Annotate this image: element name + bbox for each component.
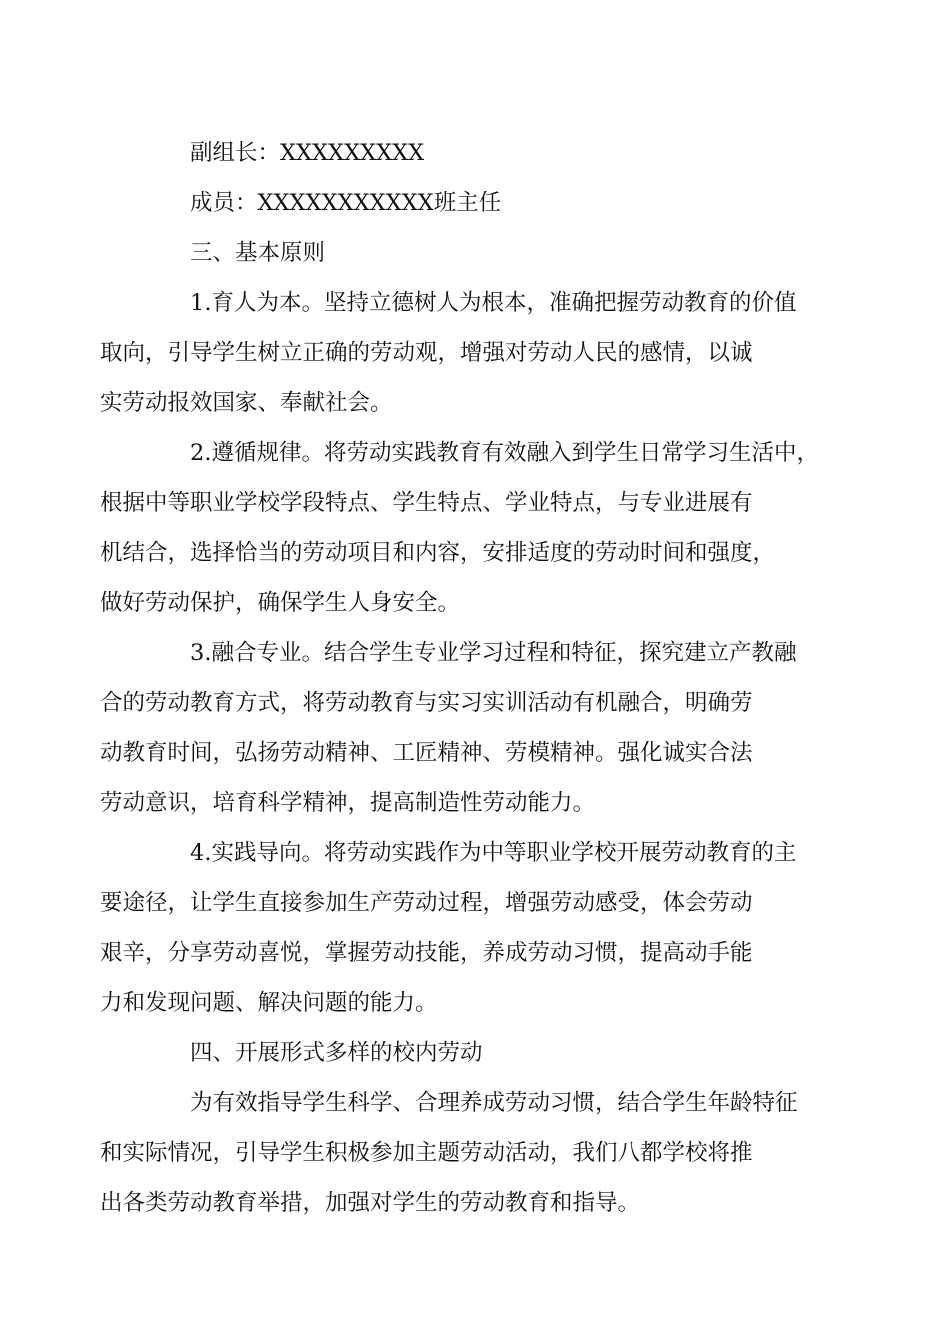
text-line: 2.遵循规律。将劳动实践教育有效融入到学生日常学习生活中， — [190, 440, 819, 466]
text-line: 根据中等职业学校学段特点、学生特点、学业特点，与专业进展有 — [100, 490, 753, 516]
text-line: 副组长：XXXXXXXXX — [190, 140, 425, 166]
section-heading-principles — [145, 228, 815, 278]
text-line: 机结合，选择恰当的劳动项目和内容，安排适度的劳动时间和强度， — [100, 540, 776, 566]
text-line: 为有效指导学生科学、合理养成劳动习惯，结合学生年龄特征 — [190, 1090, 798, 1116]
text-line: 艰辛，分享劳动喜悦，掌握劳动技能，养成劳动习惯，提高动手能 — [100, 940, 753, 966]
text-line: 要途径，让学生直接参加生产劳动过程，增强劳动感受，体会劳动 — [100, 890, 753, 916]
text-line: 劳动意识，培育科学精神，提高制造性劳动能力。 — [100, 790, 596, 816]
document-body — [100, 128, 819, 1228]
members-line — [145, 178, 815, 228]
text-line: 取向，引导学生树立正确的劳动观，增强对劳动人民的感情，以诚 — [100, 340, 753, 366]
deputy-leader-line — [145, 128, 815, 178]
principle-paragraph-1 — [100, 278, 815, 428]
text-line: 做好劳动保护，确保学生人身安全。 — [100, 590, 461, 616]
heading-text: 四、开展形式多样的校内劳动 — [190, 1040, 483, 1066]
activities-paragraph — [100, 1078, 815, 1228]
principle-paragraph-4 — [100, 828, 815, 1028]
text-line: 3.融合专业。结合学生专业学习过程和特征，探究建立产教融 — [190, 640, 797, 666]
text-line: 实劳动报效国家、奉献社会。 — [100, 390, 393, 416]
text-line: 1.育人为本。坚持立德树人为根本，准确把握劳动教育的价值 — [190, 290, 797, 316]
text-line: 4.实践导向。将劳动实践作为中等职业学校开展劳动教育的主 — [190, 840, 797, 866]
heading-text: 三、基本原则 — [190, 240, 326, 266]
text-line: 出各类劳动教育举措，加强对学生的劳动教育和指导。 — [100, 1190, 641, 1216]
text-line: 和实际情况，引导学生积极参加主题劳动活动，我们八都学校将推 — [100, 1140, 753, 1166]
text-line: 力和发现问题、解决问题的能力。 — [100, 990, 438, 1016]
principle-paragraph-3 — [100, 628, 815, 828]
section-heading-activities — [145, 1028, 815, 1078]
text-line: 合的劳动教育方式，将劳动教育与实习实训活动有机融合，明确劳 — [100, 690, 753, 716]
text-line: 成员：XXXXXXXXXXX班主任 — [190, 190, 502, 216]
principle-paragraph-2 — [100, 428, 819, 628]
text-line: 动教育时间，弘扬劳动精神、工匠精神、劳模精神。强化诚实合法 — [100, 740, 753, 766]
